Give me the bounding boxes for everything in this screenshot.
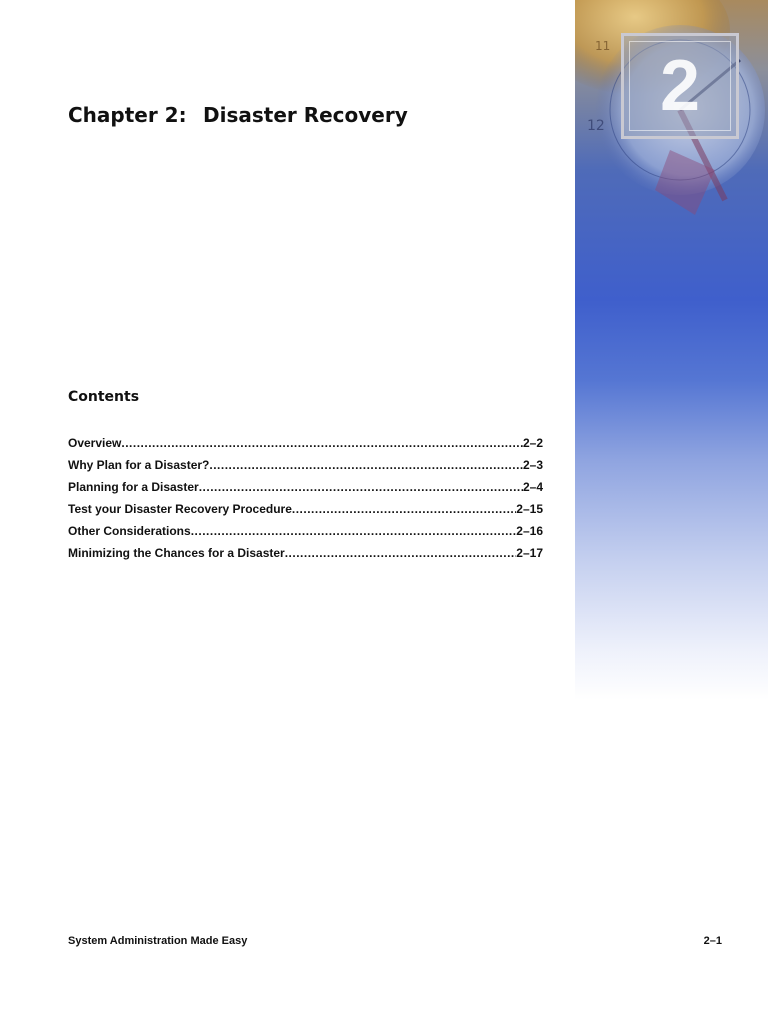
toc-dot-leader <box>292 502 516 516</box>
toc-entry-title: Test your Disaster Recovery Procedure <box>68 502 292 516</box>
toc-entry-page: 2–4 <box>522 480 543 494</box>
chapter-number-badge <box>621 33 739 139</box>
toc-entry-page: 2–2 <box>522 436 543 450</box>
toc-entry-page: 2–15 <box>516 502 543 516</box>
toc-entry-overview[interactable] <box>68 436 543 458</box>
toc-dot-leader <box>209 458 523 472</box>
toc-dot-leader <box>199 480 523 494</box>
toc-dot-leader <box>191 524 517 538</box>
table-of-contents <box>68 436 543 568</box>
toc-entry-why-plan[interactable] <box>68 458 543 480</box>
toc-entry-planning[interactable] <box>68 480 543 502</box>
toc-entry-title: Why Plan for a Disaster? <box>68 458 210 472</box>
contents-heading: Contents <box>68 389 140 405</box>
toc-dot-leader <box>121 436 523 450</box>
toc-entry-minimizing-chances[interactable] <box>68 546 543 568</box>
toc-entry-title: Other Considerations <box>68 524 191 538</box>
footer-page-number: 2–1 <box>703 935 722 947</box>
toc-entry-other-considerations[interactable] <box>68 524 543 546</box>
footer-book-title: System Administration Made Easy <box>68 935 248 947</box>
svg-text:11: 11 <box>595 39 611 53</box>
toc-entry-title: Overview <box>68 436 122 450</box>
toc-entry-test-procedure[interactable] <box>68 502 543 524</box>
chapter-number: 2 <box>659 46 701 126</box>
toc-entry-page: 2–3 <box>522 458 543 472</box>
chapter-prefix: Chapter 2: <box>68 103 187 127</box>
toc-dot-leader <box>285 546 517 560</box>
svg-text:12: 12 <box>587 118 605 134</box>
chapter-title-text: Disaster Recovery <box>203 103 408 127</box>
chapter-title <box>68 103 408 127</box>
toc-entry-page: 2–17 <box>516 546 543 560</box>
toc-entry-title: Planning for a Disaster <box>68 480 199 494</box>
toc-entry-page: 2–16 <box>516 524 543 538</box>
toc-entry-title: Minimizing the Chances for a Disaster <box>68 546 285 560</box>
